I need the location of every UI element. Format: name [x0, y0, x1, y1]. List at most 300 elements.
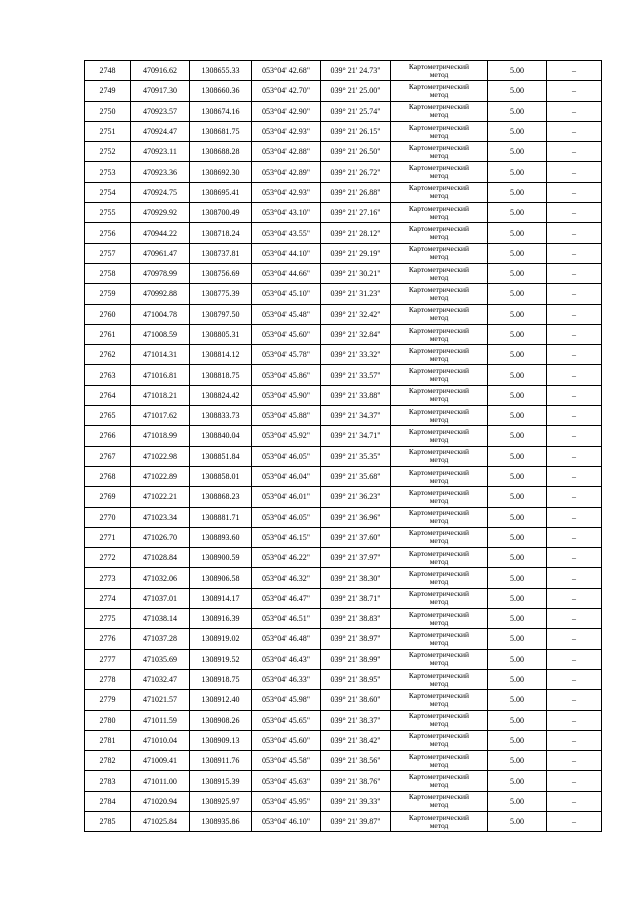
- longitude-cell: 039° 21' 37.60": [321, 527, 391, 547]
- description-cell: –: [547, 182, 602, 202]
- y-coordinate-cell: 1308805.31: [190, 324, 252, 344]
- latitude-cell: 053°04' 43.55": [252, 223, 321, 243]
- method-cell: [391, 649, 488, 669]
- accuracy-cell: 5.00: [488, 629, 547, 649]
- latitude-cell: 053°04' 42.88": [252, 142, 321, 162]
- latitude-cell: 053°04' 45.65": [252, 710, 321, 730]
- table-row: [85, 263, 602, 283]
- y-coordinate-cell: 1308916.39: [190, 609, 252, 629]
- description-cell: –: [547, 426, 602, 446]
- accuracy-cell: 5.00: [488, 588, 547, 608]
- point-number-cell: 2770: [85, 507, 131, 527]
- y-coordinate-cell: 1308911.76: [190, 751, 252, 771]
- accuracy-cell: 5.00: [488, 507, 547, 527]
- point-number-cell: 2782: [85, 751, 131, 771]
- description-cell: –: [547, 223, 602, 243]
- longitude-cell: 039° 21' 33.57": [321, 365, 391, 385]
- accuracy-cell: 5.00: [488, 61, 547, 81]
- longitude-cell: 039° 21' 37.97": [321, 548, 391, 568]
- y-coordinate-cell: 1308868.23: [190, 487, 252, 507]
- longitude-cell: 039° 21' 27.16": [321, 203, 391, 223]
- longitude-cell: 039° 21' 38.42": [321, 730, 391, 750]
- latitude-cell: 053°04' 45.86": [252, 365, 321, 385]
- longitude-cell: 039° 21' 38.97": [321, 629, 391, 649]
- description-cell: –: [547, 121, 602, 141]
- table-row: [85, 791, 602, 811]
- method-cell: [391, 466, 488, 486]
- accuracy-cell: 5.00: [488, 365, 547, 385]
- accuracy-cell: 5.00: [488, 527, 547, 547]
- method-line-1: Картометрический: [408, 345, 470, 355]
- accuracy-cell: 5.00: [488, 121, 547, 141]
- y-coordinate-cell: 1308756.69: [190, 263, 252, 283]
- longitude-cell: 039° 21' 32.42": [321, 304, 391, 324]
- x-coordinate-cell: 471028.84: [131, 548, 190, 568]
- x-coordinate-cell: 471008.59: [131, 324, 190, 344]
- longitude-cell: 039° 21' 38.30": [321, 568, 391, 588]
- method-line-2: метод: [429, 678, 449, 688]
- accuracy-cell: 5.00: [488, 730, 547, 750]
- x-coordinate-cell: 471038.14: [131, 609, 190, 629]
- y-coordinate-cell: 1308660.36: [190, 81, 252, 101]
- accuracy-cell: 5.00: [488, 385, 547, 405]
- table-row: [85, 162, 602, 182]
- method-line-2: метод: [429, 820, 449, 830]
- table-row: [85, 203, 602, 223]
- x-coordinate-cell: 471011.59: [131, 710, 190, 730]
- description-cell: –: [547, 81, 602, 101]
- point-number-cell: 2754: [85, 182, 131, 202]
- point-number-cell: 2750: [85, 101, 131, 121]
- method-line-1: Картометрический: [408, 264, 470, 274]
- latitude-cell: 053°04' 45.58": [252, 751, 321, 771]
- longitude-cell: 039° 21' 38.83": [321, 609, 391, 629]
- method-line-1: Картометрический: [408, 772, 470, 782]
- method-cell: [391, 203, 488, 223]
- method-line-1: Картометрический: [408, 467, 470, 477]
- method-line-2: метод: [429, 353, 449, 363]
- description-cell: –: [547, 527, 602, 547]
- x-coordinate-cell: 471022.21: [131, 487, 190, 507]
- method-line-1: Картометрический: [408, 569, 470, 579]
- point-number-cell: 2767: [85, 446, 131, 466]
- latitude-cell: 053°04' 45.10": [252, 284, 321, 304]
- point-number-cell: 2760: [85, 304, 131, 324]
- method-line-1: Картометрический: [408, 447, 470, 457]
- table-row: [85, 588, 602, 608]
- x-coordinate-cell: 470923.36: [131, 162, 190, 182]
- x-coordinate-cell: 470944.22: [131, 223, 190, 243]
- point-number-cell: 2759: [85, 284, 131, 304]
- point-number-cell: 2762: [85, 345, 131, 365]
- x-coordinate-cell: 470961.47: [131, 243, 190, 263]
- method-cell: [391, 629, 488, 649]
- method-cell: [391, 406, 488, 426]
- latitude-cell: 053°04' 46.05": [252, 446, 321, 466]
- method-cell: [391, 101, 488, 121]
- method-line-2: метод: [429, 719, 449, 729]
- accuracy-cell: 5.00: [488, 568, 547, 588]
- method-line-1: Картометрический: [408, 305, 470, 315]
- method-line-1: Картометрический: [408, 751, 470, 761]
- longitude-cell: 039° 21' 38.76": [321, 771, 391, 791]
- y-coordinate-cell: 1308833.73: [190, 406, 252, 426]
- description-cell: –: [547, 609, 602, 629]
- method-line-2: метод: [429, 800, 449, 810]
- method-line-1: Картометрический: [408, 386, 470, 396]
- y-coordinate-cell: 1308919.52: [190, 649, 252, 669]
- method-cell: [391, 243, 488, 263]
- table-row: [85, 466, 602, 486]
- accuracy-cell: 5.00: [488, 771, 547, 791]
- y-coordinate-cell: 1308912.40: [190, 690, 252, 710]
- method-cell: [391, 365, 488, 385]
- y-coordinate-cell: 1308655.33: [190, 61, 252, 81]
- x-coordinate-cell: 471020.94: [131, 791, 190, 811]
- table-row: [85, 609, 602, 629]
- method-cell: [391, 162, 488, 182]
- description-cell: –: [547, 730, 602, 750]
- longitude-cell: 039° 21' 25.74": [321, 101, 391, 121]
- latitude-cell: 053°04' 45.98": [252, 690, 321, 710]
- latitude-cell: 053°04' 44.10": [252, 243, 321, 263]
- longitude-cell: 039° 21' 38.37": [321, 710, 391, 730]
- y-coordinate-cell: 1308900.59: [190, 548, 252, 568]
- longitude-cell: 039° 21' 39.33": [321, 791, 391, 811]
- longitude-cell: 039° 21' 38.60": [321, 690, 391, 710]
- x-coordinate-cell: 471017.62: [131, 406, 190, 426]
- longitude-cell: 039° 21' 32.84": [321, 324, 391, 344]
- table-row: [85, 629, 602, 649]
- method-cell: [391, 263, 488, 283]
- latitude-cell: 053°04' 42.93": [252, 121, 321, 141]
- method-line-1: Картометрический: [408, 163, 470, 173]
- accuracy-cell: 5.00: [488, 284, 547, 304]
- description-cell: –: [547, 142, 602, 162]
- method-cell: [391, 345, 488, 365]
- method-line-2: метод: [429, 536, 449, 546]
- description-cell: –: [547, 345, 602, 365]
- method-line-1: Картометрический: [408, 426, 470, 436]
- y-coordinate-cell: 1308881.71: [190, 507, 252, 527]
- method-line-2: метод: [429, 739, 449, 749]
- description-cell: –: [547, 771, 602, 791]
- method-line-1: Картометрический: [408, 690, 470, 700]
- method-line-2: метод: [429, 475, 449, 485]
- y-coordinate-cell: 1308906.58: [190, 568, 252, 588]
- accuracy-cell: 5.00: [488, 243, 547, 263]
- point-number-cell: 2766: [85, 426, 131, 446]
- table-row: [85, 182, 602, 202]
- accuracy-cell: 5.00: [488, 669, 547, 689]
- x-coordinate-cell: 471011.00: [131, 771, 190, 791]
- latitude-cell: 053°04' 45.90": [252, 385, 321, 405]
- accuracy-cell: 5.00: [488, 101, 547, 121]
- x-coordinate-cell: 471021.57: [131, 690, 190, 710]
- description-cell: –: [547, 61, 602, 81]
- longitude-cell: 039° 21' 26.72": [321, 162, 391, 182]
- method-line-2: метод: [429, 232, 449, 242]
- method-cell: [391, 446, 488, 466]
- method-cell: [391, 324, 488, 344]
- point-number-cell: 2773: [85, 568, 131, 588]
- table-row: [85, 304, 602, 324]
- y-coordinate-cell: 1308914.17: [190, 588, 252, 608]
- y-coordinate-cell: 1308737.81: [190, 243, 252, 263]
- longitude-cell: 039° 21' 34.71": [321, 426, 391, 446]
- method-cell: [391, 609, 488, 629]
- point-number-cell: 2783: [85, 771, 131, 791]
- x-coordinate-cell: 470923.11: [131, 142, 190, 162]
- method-line-2: метод: [429, 780, 449, 790]
- table-row: [85, 507, 602, 527]
- point-number-cell: 2755: [85, 203, 131, 223]
- description-cell: –: [547, 162, 602, 182]
- accuracy-cell: 5.00: [488, 81, 547, 101]
- table-row: [85, 649, 602, 669]
- x-coordinate-cell: 471026.70: [131, 527, 190, 547]
- y-coordinate-cell: 1308775.39: [190, 284, 252, 304]
- description-cell: –: [547, 101, 602, 121]
- latitude-cell: 053°04' 46.47": [252, 588, 321, 608]
- table-row: [85, 527, 602, 547]
- accuracy-cell: 5.00: [488, 609, 547, 629]
- table-row: [85, 121, 602, 141]
- point-number-cell: 2776: [85, 629, 131, 649]
- accuracy-cell: 5.00: [488, 649, 547, 669]
- longitude-cell: 039° 21' 25.00": [321, 81, 391, 101]
- latitude-cell: 053°04' 45.95": [252, 791, 321, 811]
- x-coordinate-cell: 470929.92: [131, 203, 190, 223]
- longitude-cell: 039° 21' 36.96": [321, 507, 391, 527]
- longitude-cell: 039° 21' 39.87": [321, 811, 391, 831]
- x-coordinate-cell: 471037.28: [131, 629, 190, 649]
- method-line-2: метод: [429, 495, 449, 505]
- latitude-cell: 053°04' 46.51": [252, 609, 321, 629]
- point-number-cell: 2778: [85, 669, 131, 689]
- x-coordinate-cell: 471032.47: [131, 669, 190, 689]
- x-coordinate-cell: 471014.31: [131, 345, 190, 365]
- x-coordinate-cell: 470924.75: [131, 182, 190, 202]
- coordinates-table: [84, 60, 602, 832]
- y-coordinate-cell: 1308692.30: [190, 162, 252, 182]
- latitude-cell: 053°04' 42.68": [252, 61, 321, 81]
- table-row: [85, 406, 602, 426]
- accuracy-cell: 5.00: [488, 345, 547, 365]
- latitude-cell: 053°04' 42.70": [252, 81, 321, 101]
- method-line-1: Картометрический: [408, 142, 470, 152]
- x-coordinate-cell: 471009.41: [131, 751, 190, 771]
- x-coordinate-cell: 470917.30: [131, 81, 190, 101]
- point-number-cell: 2784: [85, 791, 131, 811]
- description-cell: –: [547, 649, 602, 669]
- latitude-cell: 053°04' 46.04": [252, 466, 321, 486]
- method-line-1: Картометрический: [408, 325, 470, 335]
- latitude-cell: 053°04' 45.60": [252, 730, 321, 750]
- method-cell: [391, 791, 488, 811]
- description-cell: –: [547, 507, 602, 527]
- point-number-cell: 2785: [85, 811, 131, 831]
- longitude-cell: 039° 21' 35.68": [321, 466, 391, 486]
- x-coordinate-cell: 470978.99: [131, 263, 190, 283]
- method-cell: [391, 121, 488, 141]
- method-line-1: Картометрический: [408, 629, 470, 639]
- latitude-cell: 053°04' 42.93": [252, 182, 321, 202]
- description-cell: –: [547, 568, 602, 588]
- x-coordinate-cell: 471025.84: [131, 811, 190, 831]
- table-row: [85, 365, 602, 385]
- longitude-cell: 039° 21' 31.23": [321, 284, 391, 304]
- accuracy-cell: 5.00: [488, 446, 547, 466]
- longitude-cell: 039° 21' 38.99": [321, 649, 391, 669]
- method-line-1: Картометрический: [408, 650, 470, 660]
- method-line-2: метод: [429, 313, 449, 323]
- table-row: [85, 345, 602, 365]
- point-number-cell: 2751: [85, 121, 131, 141]
- latitude-cell: 053°04' 45.60": [252, 324, 321, 344]
- accuracy-cell: 5.00: [488, 548, 547, 568]
- method-cell: [391, 527, 488, 547]
- description-cell: –: [547, 243, 602, 263]
- x-coordinate-cell: 470924.47: [131, 121, 190, 141]
- method-line-1: Картометрический: [408, 244, 470, 254]
- table-row: [85, 568, 602, 588]
- x-coordinate-cell: 470923.57: [131, 101, 190, 121]
- x-coordinate-cell: 470992.88: [131, 284, 190, 304]
- accuracy-cell: 5.00: [488, 751, 547, 771]
- method-line-2: метод: [429, 556, 449, 566]
- accuracy-cell: 5.00: [488, 203, 547, 223]
- latitude-cell: 053°04' 46.22": [252, 548, 321, 568]
- x-coordinate-cell: 471032.06: [131, 568, 190, 588]
- point-number-cell: 2764: [85, 385, 131, 405]
- point-number-cell: 2757: [85, 243, 131, 263]
- point-number-cell: 2769: [85, 487, 131, 507]
- accuracy-cell: 5.00: [488, 426, 547, 446]
- point-number-cell: 2748: [85, 61, 131, 81]
- table-row: [85, 426, 602, 446]
- longitude-cell: 039° 21' 33.88": [321, 385, 391, 405]
- method-line-2: метод: [429, 577, 449, 587]
- method-line-2: метод: [429, 171, 449, 181]
- method-cell: [391, 304, 488, 324]
- x-coordinate-cell: 471022.98: [131, 446, 190, 466]
- method-line-2: метод: [429, 89, 449, 99]
- method-line-2: метод: [429, 292, 449, 302]
- x-coordinate-cell: 471004.78: [131, 304, 190, 324]
- table-row: [85, 223, 602, 243]
- method-line-2: метод: [429, 637, 449, 647]
- point-number-cell: 2758: [85, 263, 131, 283]
- method-line-2: метод: [429, 374, 449, 384]
- accuracy-cell: 5.00: [488, 690, 547, 710]
- description-cell: –: [547, 548, 602, 568]
- method-line-1: Картометрический: [408, 102, 470, 112]
- y-coordinate-cell: 1308893.60: [190, 527, 252, 547]
- table-row: [85, 243, 602, 263]
- method-cell: [391, 426, 488, 446]
- longitude-cell: 039° 21' 38.95": [321, 669, 391, 689]
- accuracy-cell: 5.00: [488, 263, 547, 283]
- point-number-cell: 2775: [85, 609, 131, 629]
- method-line-1: Картометрический: [408, 609, 470, 619]
- accuracy-cell: 5.00: [488, 466, 547, 486]
- y-coordinate-cell: 1308674.16: [190, 101, 252, 121]
- x-coordinate-cell: 470916.62: [131, 61, 190, 81]
- y-coordinate-cell: 1308915.39: [190, 771, 252, 791]
- x-coordinate-cell: 471037.01: [131, 588, 190, 608]
- description-cell: –: [547, 629, 602, 649]
- method-cell: [391, 751, 488, 771]
- method-cell: [391, 142, 488, 162]
- method-line-1: Картометрический: [408, 406, 470, 416]
- method-line-1: Картометрический: [408, 548, 470, 558]
- y-coordinate-cell: 1308851.84: [190, 446, 252, 466]
- accuracy-cell: 5.00: [488, 182, 547, 202]
- method-line-2: метод: [429, 597, 449, 607]
- method-line-2: метод: [429, 658, 449, 668]
- longitude-cell: 039° 21' 30.21": [321, 263, 391, 283]
- table-row: [85, 385, 602, 405]
- description-cell: –: [547, 385, 602, 405]
- method-cell: [391, 223, 488, 243]
- latitude-cell: 053°04' 45.48": [252, 304, 321, 324]
- method-cell: [391, 771, 488, 791]
- method-cell: [391, 730, 488, 750]
- latitude-cell: 053°04' 46.01": [252, 487, 321, 507]
- latitude-cell: 053°04' 45.78": [252, 345, 321, 365]
- x-coordinate-cell: 471016.81: [131, 365, 190, 385]
- y-coordinate-cell: 1308700.49: [190, 203, 252, 223]
- accuracy-cell: 5.00: [488, 406, 547, 426]
- x-coordinate-cell: 471010.04: [131, 730, 190, 750]
- y-coordinate-cell: 1308797.50: [190, 304, 252, 324]
- method-line-1: Картометрический: [408, 61, 470, 71]
- method-line-2: метод: [429, 252, 449, 262]
- table-row: [85, 548, 602, 568]
- method-cell: [391, 669, 488, 689]
- latitude-cell: 053°04' 45.92": [252, 426, 321, 446]
- method-line-2: метод: [429, 211, 449, 221]
- point-number-cell: 2779: [85, 690, 131, 710]
- point-number-cell: 2753: [85, 162, 131, 182]
- table-row: [85, 324, 602, 344]
- method-line-1: Картометрический: [408, 792, 470, 802]
- method-line-2: метод: [429, 516, 449, 526]
- table-row: [85, 61, 602, 81]
- y-coordinate-cell: 1308840.04: [190, 426, 252, 446]
- table-row: [85, 690, 602, 710]
- description-cell: –: [547, 690, 602, 710]
- table-row: [85, 487, 602, 507]
- y-coordinate-cell: 1308718.24: [190, 223, 252, 243]
- y-coordinate-cell: 1308824.42: [190, 385, 252, 405]
- latitude-cell: 053°04' 46.48": [252, 629, 321, 649]
- method-line-1: Картометрический: [408, 812, 470, 822]
- description-cell: –: [547, 811, 602, 831]
- table-row: [85, 730, 602, 750]
- description-cell: –: [547, 751, 602, 771]
- latitude-cell: 053°04' 43.10": [252, 203, 321, 223]
- longitude-cell: 039° 21' 26.15": [321, 121, 391, 141]
- method-line-1: Картометрический: [408, 487, 470, 497]
- longitude-cell: 039° 21' 38.56": [321, 751, 391, 771]
- point-number-cell: 2780: [85, 710, 131, 730]
- accuracy-cell: 5.00: [488, 487, 547, 507]
- point-number-cell: 2752: [85, 142, 131, 162]
- point-number-cell: 2781: [85, 730, 131, 750]
- description-cell: –: [547, 669, 602, 689]
